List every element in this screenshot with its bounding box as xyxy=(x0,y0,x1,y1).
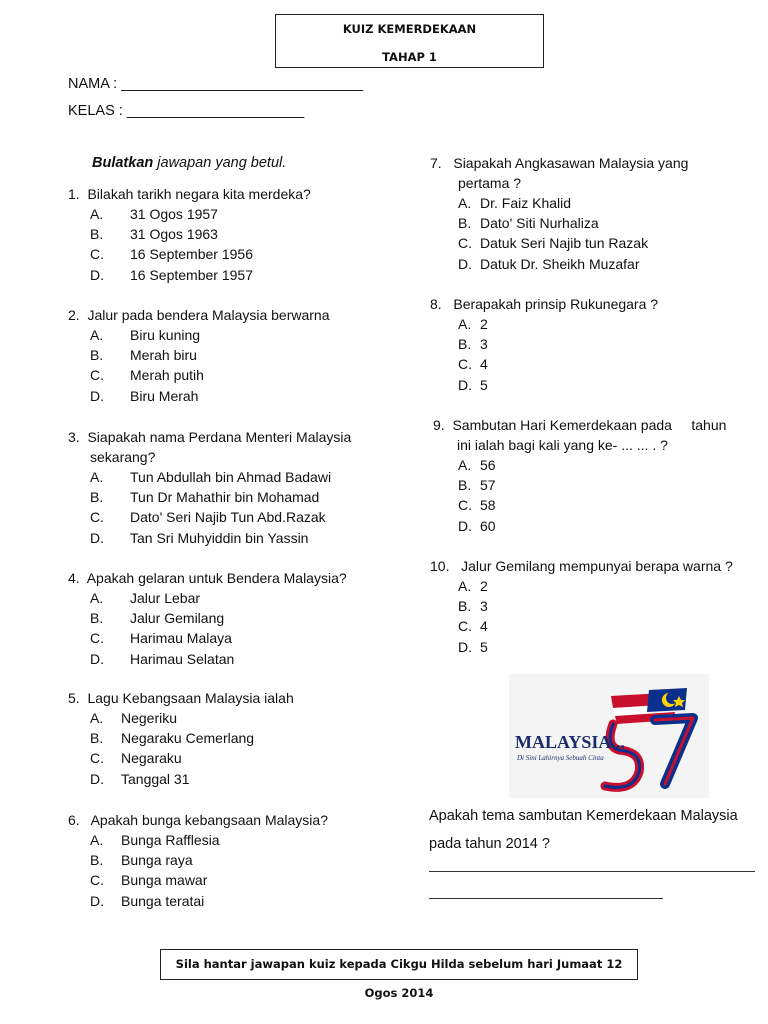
option-d[interactable]: D. Tanggal 31 xyxy=(90,770,190,787)
question-text: Bilakah tarikh negara kita merdeka? xyxy=(87,186,311,202)
option-a[interactable]: A. Jalur Lebar xyxy=(90,590,201,606)
option-a[interactable]: A. Biru kuning xyxy=(90,327,201,343)
question-5 xyxy=(68,688,378,789)
class-field[interactable]: KELAS : ______________________ xyxy=(68,103,305,119)
question-text: Siapakah nama Perdana Menteri Malaysia xyxy=(87,429,352,445)
option-d[interactable]: D. Tan Sri Muhyiddin bin Yassin xyxy=(90,529,309,546)
option-d[interactable]: D. 5 xyxy=(458,638,488,655)
question-text: Sambutan Hari Kemerdekaan pada tahun xyxy=(452,417,727,433)
question-number: 10. xyxy=(430,558,450,574)
option-b[interactable]: B. Jalur Gemilang xyxy=(90,610,225,627)
question-text: Siapakah Angkasawan Malaysia yang xyxy=(453,155,689,171)
question-number: 5. xyxy=(68,690,80,706)
question-text-cont: sekarang? xyxy=(90,449,156,465)
option-d[interactable]: D. 16 September 1957 xyxy=(90,266,253,283)
merdeka-57-logo xyxy=(509,674,709,798)
option-a[interactable]: A. Negeriku xyxy=(90,710,178,726)
question-text-cont: pertama ? xyxy=(458,175,522,191)
question-8 xyxy=(430,294,760,395)
question-number: 1. xyxy=(68,186,80,202)
option-a[interactable]: A. 56 xyxy=(458,457,496,473)
theme-question-line1: Apakah tema sambutan Kemerdekaan Malaysia xyxy=(429,808,738,824)
option-c[interactable]: C. 4 xyxy=(458,618,488,635)
option-d[interactable]: D. 5 xyxy=(458,376,488,393)
option-a[interactable]: A. 2 xyxy=(458,316,488,332)
quiz-title-box xyxy=(275,14,544,68)
question-number: 4. xyxy=(68,570,80,586)
option-a[interactable]: A. 2 xyxy=(458,578,488,594)
logo-graphic xyxy=(509,674,709,798)
question-1 xyxy=(68,184,378,285)
instruction xyxy=(92,155,286,171)
question-number: 2. xyxy=(68,307,80,323)
option-d[interactable]: D. Harimau Selatan xyxy=(90,650,235,667)
theme-question-line2: pada tahun 2014 ? xyxy=(429,836,550,852)
option-d[interactable]: D. 60 xyxy=(458,517,496,534)
question-text: Berapakah prinsip Rukunegara ? xyxy=(453,296,659,312)
question-number: 8. xyxy=(430,296,442,312)
question-number: 9. xyxy=(433,417,445,433)
option-b[interactable]: B. Bunga raya xyxy=(90,852,193,869)
instruction-bold: Bulatkan xyxy=(92,155,154,171)
logo-number: 57 xyxy=(509,674,511,675)
question-7 xyxy=(430,153,760,274)
question-number: 6. xyxy=(68,812,80,828)
answer-line-1[interactable] xyxy=(429,871,755,872)
option-a[interactable]: A. Tun Abdullah bin Ahmad Badawi xyxy=(90,469,332,485)
option-c[interactable]: C. 4 xyxy=(458,356,488,373)
option-d[interactable]: D. Datuk Dr. Sheikh Muzafar xyxy=(458,255,640,272)
question-text: Apakah gelaran untuk Bendera Malaysia? xyxy=(86,570,347,586)
question-text: Jalur Gemilang mempunyai berapa warna ? xyxy=(461,558,733,574)
option-b[interactable]: B. 57 xyxy=(458,477,496,494)
answer-line-2[interactable] xyxy=(429,898,663,899)
name-field[interactable]: NAMA : ______________________________ xyxy=(68,76,364,92)
question-4 xyxy=(68,568,378,669)
question-3 xyxy=(68,427,378,548)
option-b[interactable]: B. 31 Ogos 1963 xyxy=(90,226,218,243)
option-c[interactable]: C. Harimau Malaya xyxy=(90,630,232,647)
instruction-rest: jawapan yang betul. xyxy=(153,155,287,171)
option-c[interactable]: C. 58 xyxy=(458,497,496,514)
question-text: Lagu Kebangsaan Malaysia ialah xyxy=(87,690,294,706)
question-text: Jalur pada bendera Malaysia berwarna xyxy=(87,307,330,323)
question-text-cont: ini ialah bagi kali yang ke- ... ... . ? xyxy=(457,437,668,453)
footer-note: Sila hantar jawapan kuiz kepada Cikgu Hilda sebelum hari Jumaat 12 Ogos 2014 xyxy=(160,949,638,980)
question-10 xyxy=(430,556,760,657)
logo-title: MALAYSIA... xyxy=(515,732,625,752)
option-d[interactable]: D. Bunga teratai xyxy=(90,892,205,909)
option-c[interactable]: C. Datuk Seri Najib tun Razak xyxy=(458,235,649,252)
option-d[interactable]: D. Biru Merah xyxy=(90,387,199,404)
question-text: Apakah bunga kebangsaan Malaysia? xyxy=(90,812,328,828)
theme-question xyxy=(429,802,738,858)
logo-tagline: Di Sini Lahirnya Sebuah Cinta xyxy=(517,754,604,762)
question-2 xyxy=(68,305,378,406)
option-b[interactable]: B. Dato' Siti Nurhaliza xyxy=(458,215,599,232)
question-6 xyxy=(68,810,378,911)
option-c[interactable]: C. Negaraku xyxy=(90,750,182,767)
option-b[interactable]: B. Tun Dr Mahathir bin Mohamad xyxy=(90,489,320,506)
quiz-level: TAHAP 1 xyxy=(382,50,437,64)
option-c[interactable]: C. Merah putih xyxy=(90,367,204,384)
question-number: 7. xyxy=(430,155,442,171)
quiz-title: KUIZ KEMERDEKAAN xyxy=(342,22,477,36)
option-c[interactable]: C. Dato' Seri Najib Tun Abd.Razak xyxy=(90,509,326,526)
option-c[interactable]: C. Bunga mawar xyxy=(90,872,208,889)
option-a[interactable]: A. Bunga Rafflesia xyxy=(90,832,220,848)
question-number: 3. xyxy=(68,429,80,445)
option-b[interactable]: B. 3 xyxy=(458,336,488,353)
option-b[interactable]: B. 3 xyxy=(458,598,488,615)
option-c[interactable]: C. 16 September 1956 xyxy=(90,246,253,263)
option-a[interactable]: A. Dr. Faiz Khalid xyxy=(458,195,572,211)
option-a[interactable]: A. 31 Ogos 1957 xyxy=(90,206,218,222)
option-b[interactable]: B. Negaraku Cemerlang xyxy=(90,730,255,747)
question-9 xyxy=(433,415,763,536)
option-b[interactable]: B. Merah biru xyxy=(90,347,197,364)
